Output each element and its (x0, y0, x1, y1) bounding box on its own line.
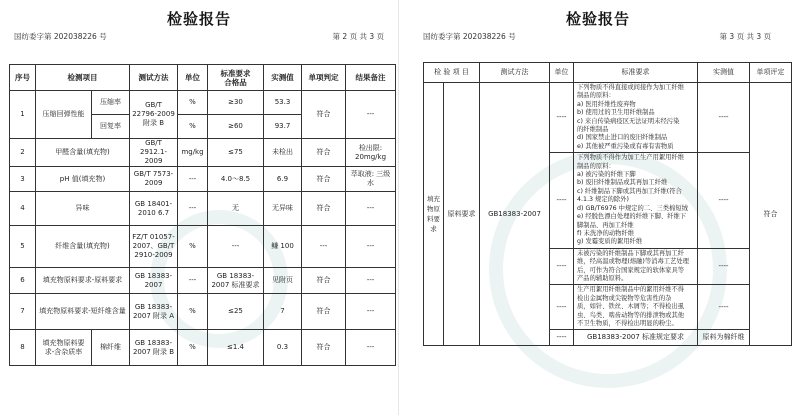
header-cell: 实测值 (264, 65, 302, 91)
table-row: 8 填充物原料要求-含杂质率 棉纤维 GB 18383-2007 附录 B % ≤1.4 0.3 符合 --- (10, 330, 396, 366)
header-cell: 标准要求 合格品 (208, 65, 264, 91)
requirements-table (423, 62, 792, 346)
header-cell: 测试方法 (480, 63, 550, 83)
header-cell: 结果备注 (346, 65, 396, 91)
document-number: 国纺委字第 202038226 号 (423, 32, 516, 41)
requirement-text: 生产用絮用纤维制品中的絮用纤维不得 检出金属物或尖锐物等危害性的杂 质，如针、铁丝、木屑等；不得检出虱 虫、鸟类、啮齿动物等的排泄物或其他 不卫生物质，不得检出明显的粉尘。 (574, 285, 698, 330)
page-title: 检验报告 (565, 10, 630, 28)
header-cell: 序号 (10, 65, 36, 91)
header-cell: 检 验 项 目 (424, 63, 480, 83)
table-row: ---- 下列物质不得作为加工生产用絮用纤维 制品的原料： a) 被污染的纤维下脚 b) 废旧纤维制品或其再加工纤维 c) 纤维制品下脚或其再加工纤维(符合 4.1.3 规定的除外) d) GB/T6976 中规定的二、三类棉短绒 e) 经脱色漂白处理的纤维下脚、纤维下 脚制品、再加工纤维 f) 未洗净的动物纤维 g) 发霉变质的絮用纤维 ---- (424, 153, 792, 248)
header-cell: 实测值 (698, 63, 750, 83)
page-number: 第 2 页 共 3 页 (332, 32, 384, 41)
table-row: ---- GB18383-2007 标准规定要求 原料为棉纤维 (424, 330, 792, 346)
header-cell: 检测项目 (36, 65, 130, 91)
table-row: ---- 未被污染的纤维制品下脚或其再加工纤 维，经高温或物理(熔融)等消毒工艺处理 后，可作为符合国家规定的软体家具等 产品的辅助原料。 ---- (424, 248, 792, 285)
table-header-row (424, 63, 792, 83)
page-title: 检验报告 (166, 10, 231, 28)
table-row: 6 填充物原料要求-原料要求 GB 18383-2007 --- GB 18383-2007 标准要求 见附页 符合 --- (10, 268, 396, 294)
header-cell: 单位 (550, 63, 574, 83)
table-row: 4 异味 GB 18401-2010 6.7 --- 无 无异味 符合 --- (10, 192, 396, 226)
table-row: 1 压缩回弹性能 压缩率 GB/T 22796-2009 附录 B % ≥30 53.3 符合 --- (10, 91, 396, 115)
header-cell: 单位 (178, 65, 208, 91)
header-cell: 测试方法 (130, 65, 178, 91)
document-number: 国纺委字第 202038226 号 (14, 32, 107, 41)
table-row: 填充物原料要求 原料要求 GB18383-2007 ---- 下列物质不得直接或间接作为加工纤维 制品的原料： a) 医用纤维性废弃物 b) 使用过的卫生用纤维制品 c) 来自传染病疫区无法证明未经污染 的纤维制品 d) 国家禁止进口的废旧纤维制品 e) 其他被严重污染或有毒有害物质 ---- 符合 (424, 83, 792, 153)
table-row: 5 纤维含量(填充物) FZ/T 01057-2007、GB/T 2910-2009 % --- 鳒 100 --- --- (10, 226, 396, 268)
requirement-text: 未被污染的纤维制品下脚或其再加工纤 维，经高温或物理(熔融)等消毒工艺处理 后，可作为符合国家规定的软体家具等 产品的辅助原料。 (574, 248, 698, 285)
header-cell: 单项评定 (750, 63, 792, 83)
table-row: ---- 生产用絮用纤维制品中的絮用纤维不得 检出金属物或尖锐物等危害性的杂 质，如针、铁丝、木屑等；不得检出虱 虫、鸟类、啮齿动物等的排泄物或其他 不卫生物质，不得检出明显的粉尘。 ---- (424, 285, 792, 330)
requirement-text: 下列物质不得作为加工生产用絮用纤维 制品的原料： a) 被污染的纤维下脚 b) 废旧纤维制品或其再加工纤维 c) 纤维制品下脚或其再加工纤维(符合 4.1.3 规定的除外) d) GB/T6976 中规定的二、三类棉短绒 e) 经脱色漂白处理的纤维下脚、纤维下 脚制品、再加工纤维 f) 未洗净的动物纤维 g) 发霉变质的絮用纤维 (574, 153, 698, 248)
requirement-text: 下列物质不得直接或间接作为加工纤维 制品的原料： a) 医用纤维性废弃物 b) 使用过的卫生用纤维制品 c) 来自传染病疫区无法证明未经污染 的纤维制品 d) 国家禁止进口的废旧纤维制品 e) 其他被严重污染或有毒有害物质 (574, 83, 698, 153)
inspection-table (9, 64, 396, 366)
table-header-row (10, 65, 396, 91)
table-row: 回复率 % ≥60 93.7 (10, 115, 396, 139)
table-row: 3 pH 值(填充物) GB/T 7573-2009 --- 4.0～8.5 6.9 符合 萃取液: 三级水 (10, 167, 396, 192)
page-number: 第 3 页 共 3 页 (719, 32, 771, 41)
table-row: 2 甲醛含量(填充物) GB/T 2912.1-2009 mg/kg ≤75 未检出 符合 检出限: 20mg/kg (10, 139, 396, 167)
header-cell: 标准要求 (574, 63, 698, 83)
header-cell: 单项判定 (302, 65, 346, 91)
table-row: 7 填充物原料要求-短纤维含量 GB 18383-2007 附录 A % ≤25 7 符合 --- (10, 294, 396, 330)
